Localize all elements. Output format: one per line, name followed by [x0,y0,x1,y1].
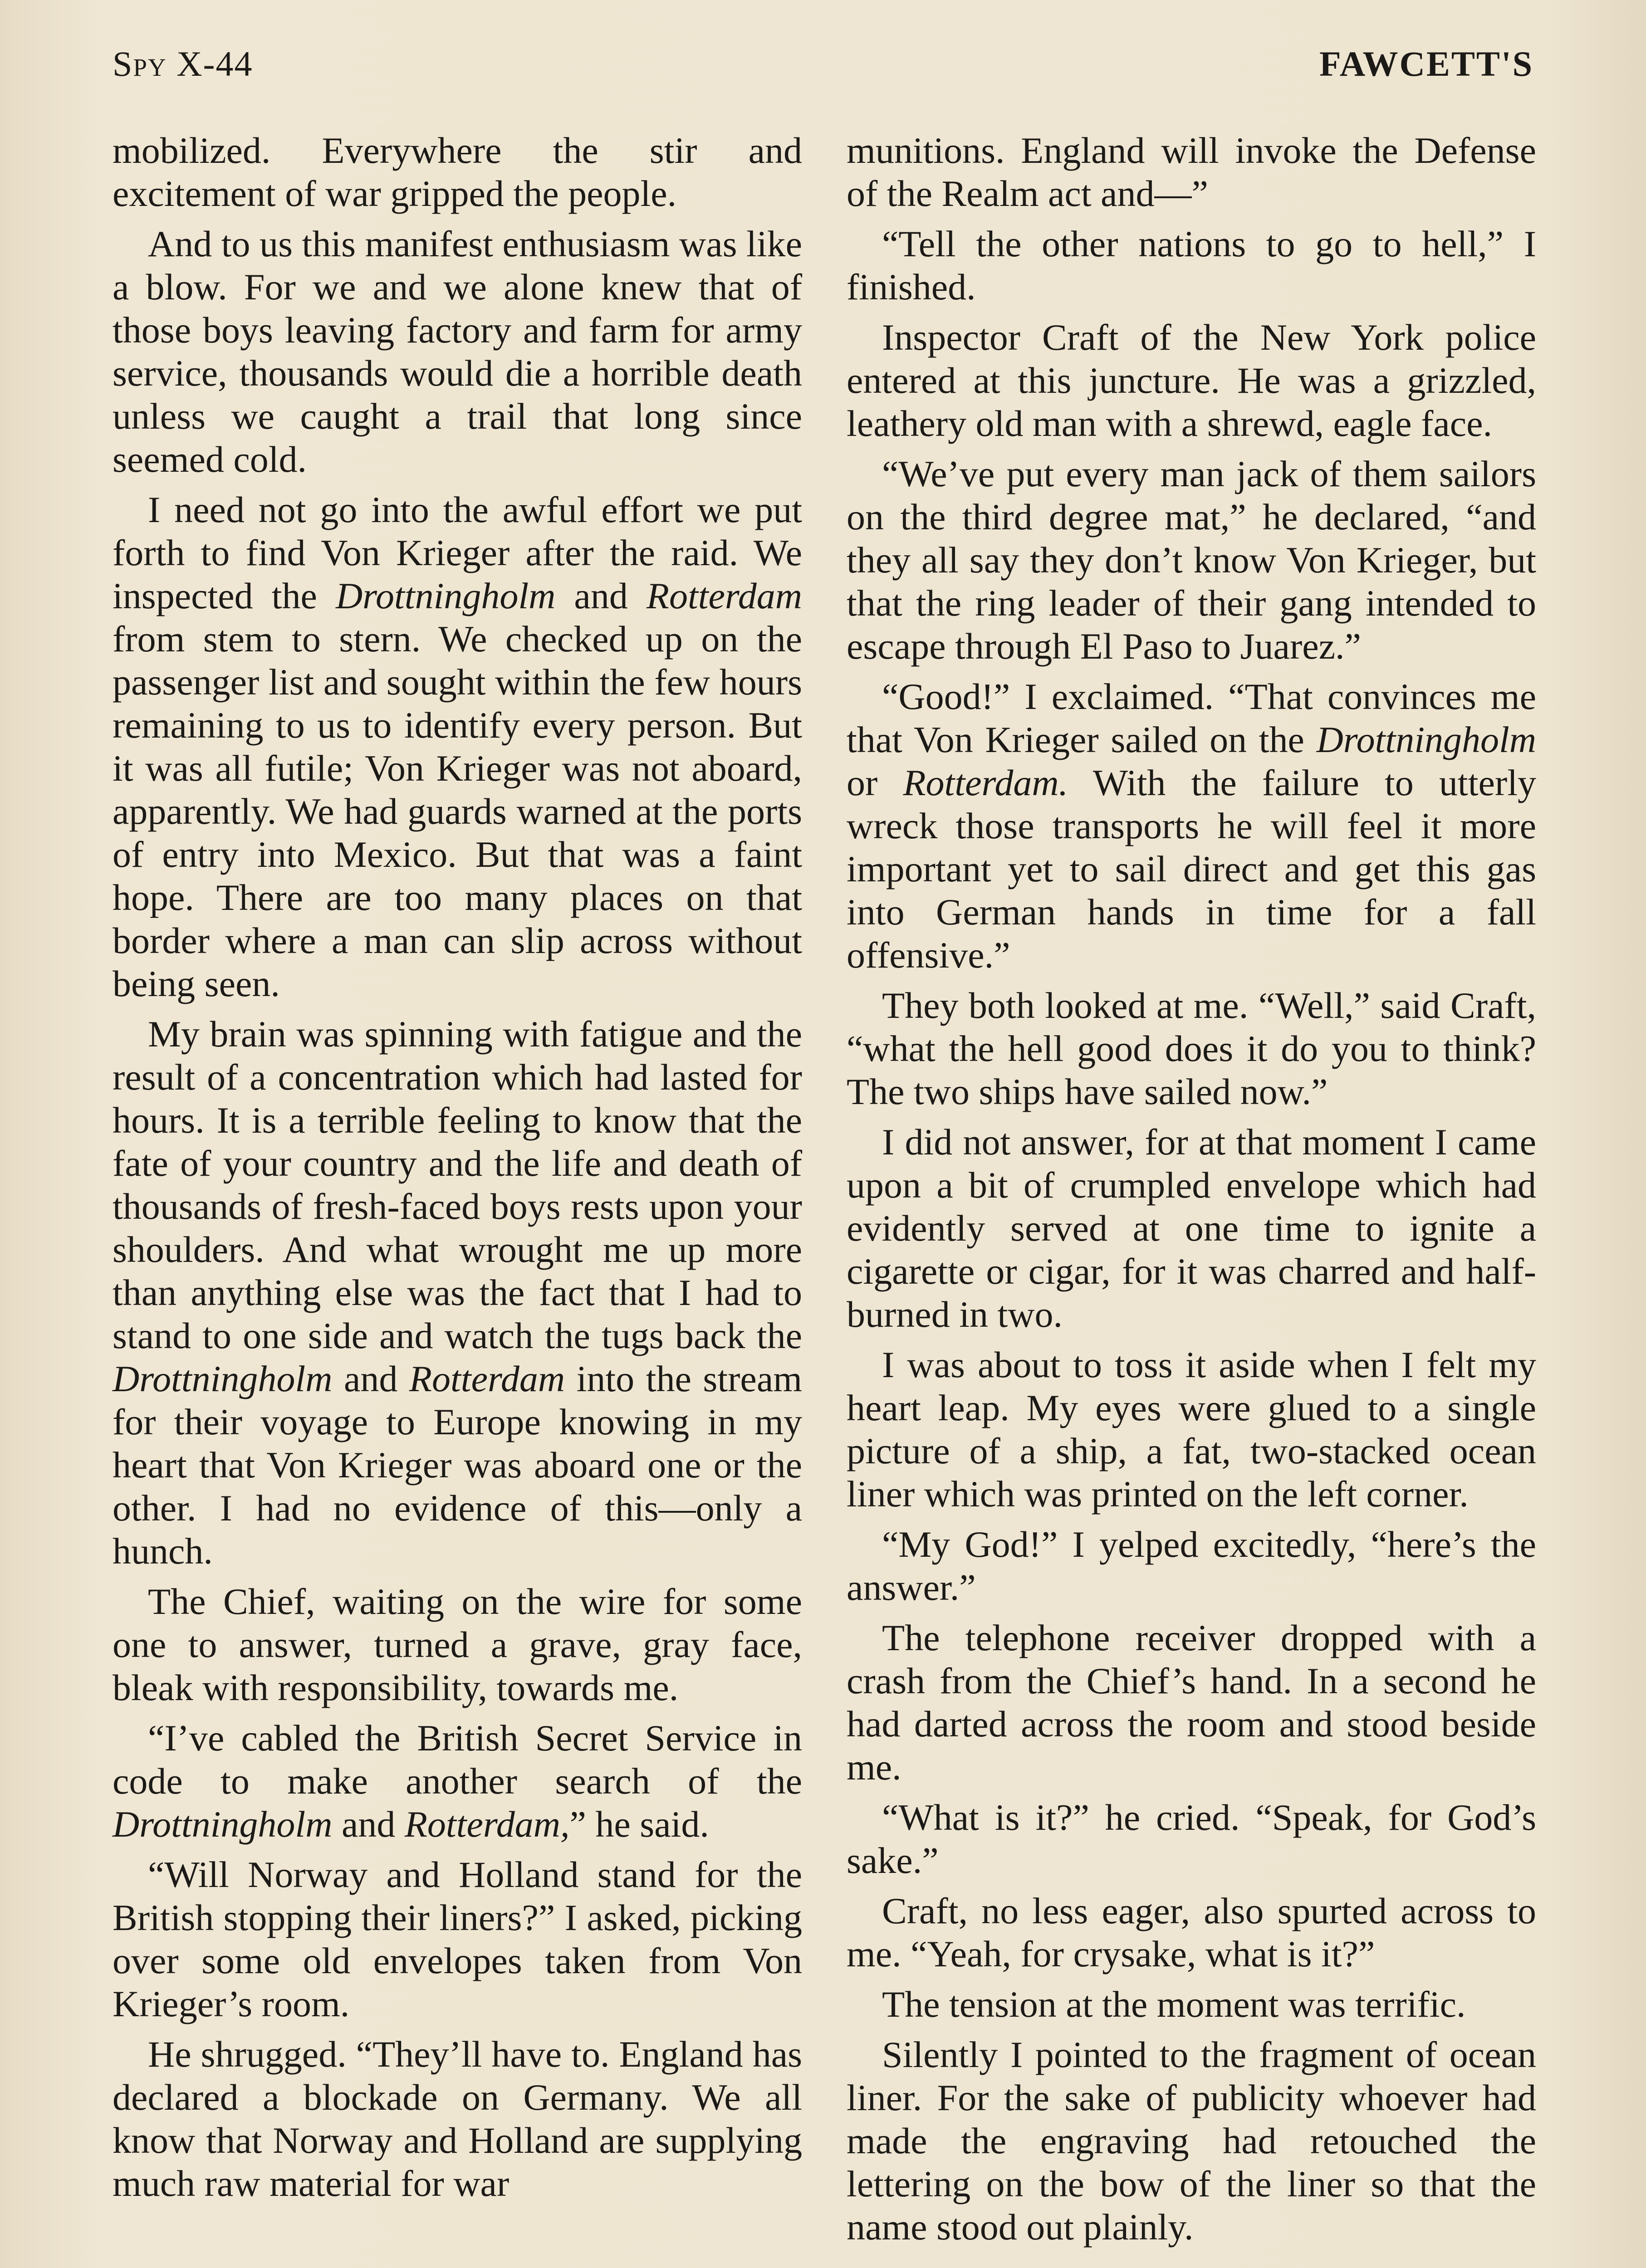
paragraph: I was about to toss it aside when I felt my heart leap. My eyes were glued to a single picture of a ship, a fat, two-stacked ocean liner which was printed on the left corner. [847,1344,1536,1515]
ship-name: Rotterdam [409,1358,565,1399]
paragraph: The telephone receiver dropped with a crash from the Chief’s hand. In a second he had darted across the room and stood beside me. [847,1617,1536,1788]
ship-name: Rotterdam [646,575,802,616]
paragraph: Inspector Craft of the New York police entered at this juncture. He was a grizzled, leathery old man with a shrewd, eagle face. [847,317,1536,444]
ship-name: Drottningholm [335,575,556,616]
paragraph: “Good!” I exclaimed. “That convinces me that Von Krieger sailed on the Drottningholm or Rotterdam. With the failure to utterly wreck those transports he will feel it more important yet to sail direct and get this gas into German hands in time for a fall offensive.” [847,676,1536,976]
ship-name: Rotterdam. [903,762,1068,803]
paragraph: “We’ve put every man jack of them sailors on the third degree mat,” he declared, “and they all say they don’t know Von Krieger, but that the ring leader of their gang intended to escape through El Paso to Juarez.” [847,453,1536,667]
story-title-header: Spy X-44 [113,44,253,83]
paragraph: mobilized. Everywhere the stir and excitement of war gripped the people. [113,130,802,214]
paragraph: I need not go into the awful effort we put forth to find Von Krieger after the raid. We inspected the Drottningholm and Rotterdam from stem to stern. We checked up on the passenger list and sought within the few hours remaining to us to identify every person. But it was all futile; Von Krieger was not aboard, apparently. We had guards warned at the ports of entry into Mexico. But that was a faint hope. There are too many places on that border where a man can slip across without being seen. [113,489,802,1004]
paragraph: He shrugged. “They’ll have to. England has declared a blockade on Germany. We all know that Norway and Holland are supplying much raw material for war [113,2033,802,2204]
running-head [113,44,1533,93]
publisher-header: FAWCETT'S [1319,44,1533,83]
paragraph: The Chief, waiting on the wire for some one to answer, turned a grave, gray face, bleak with responsibility, towards me. [113,1581,802,1708]
ship-name: Drottningholm [113,1804,333,1845]
paragraph: They both looked at me. “Well,” said Craft, “what the hell good does it do you to think? The two ships have sailed now.” [847,985,1536,1112]
ship-name: Rotterdam, [404,1804,570,1845]
ship-name: Drottningholm [113,1358,333,1399]
ship-name: Drottningholm [1316,719,1536,760]
paragraph: “I’ve cabled the British Secret Service in code to make another search of the Drottningholm and Rotterdam,” he said. [113,1717,802,1845]
paragraph: “Will Norway and Holland stand for the British stopping their liners?” I asked, picking over some old envelopes taken from Von Krieger’s room. [113,1854,802,2024]
paragraph: The tension at the moment was terrific. [882,1984,1466,2025]
paragraph: “What is it?” he cried. “Speak, for God’s sake.” [847,1797,1536,1881]
paragraph: I did not answer, for at that moment I came upon a bit of crumpled envelope which had evidently served at one time to ignite a cigarette or cigar, for it was charred and half-burned in two. [847,1121,1536,1335]
paragraph: Silently I pointed to the fragment of ocean liner. For the sake of publicity whoever had made the engraving had retouched the lettering on the bow of the liner so that the name stood out plainly. [847,2034,1536,2248]
paragraph: Craft, no less eager, also spurted across to me. “Yeah, for crysake, what is it?” [847,1890,1536,1975]
paragraph: “My God!” I yelped excitedly, “here’s the answer.” [847,1524,1536,1608]
paragraph: “Tell the other nations to go to hell,” I finished. [847,223,1536,308]
paragraph: And to us this manifest enthusiasm was like a blow. For we and we alone knew that of those boys leaving factory and farm for army service, thousands would die a horrible death unless we caught a trail that long since seemed cold. [113,223,802,480]
right-text-column [847,129,1536,2256]
paragraph: My brain was spinning with fatigue and the result of a concentration which had lasted for hours. It is a terrible feeling to know that the fate of your country and the life and death of thousands of fresh-faced boys rests upon your shoulders. And what wrought me up more than anything else was the fact that I had to stand to one side and watch the tugs back the Drottningholm and Rotterdam into the stream for their voyage to Europe knowing in my heart that Von Krieger was aboard one or the other. I had no evidence of this—only a hunch. [113,1013,802,1572]
left-text-column [113,129,802,2212]
paragraph: munitions. England will invoke the Defense of the Realm act and—” [847,130,1536,214]
